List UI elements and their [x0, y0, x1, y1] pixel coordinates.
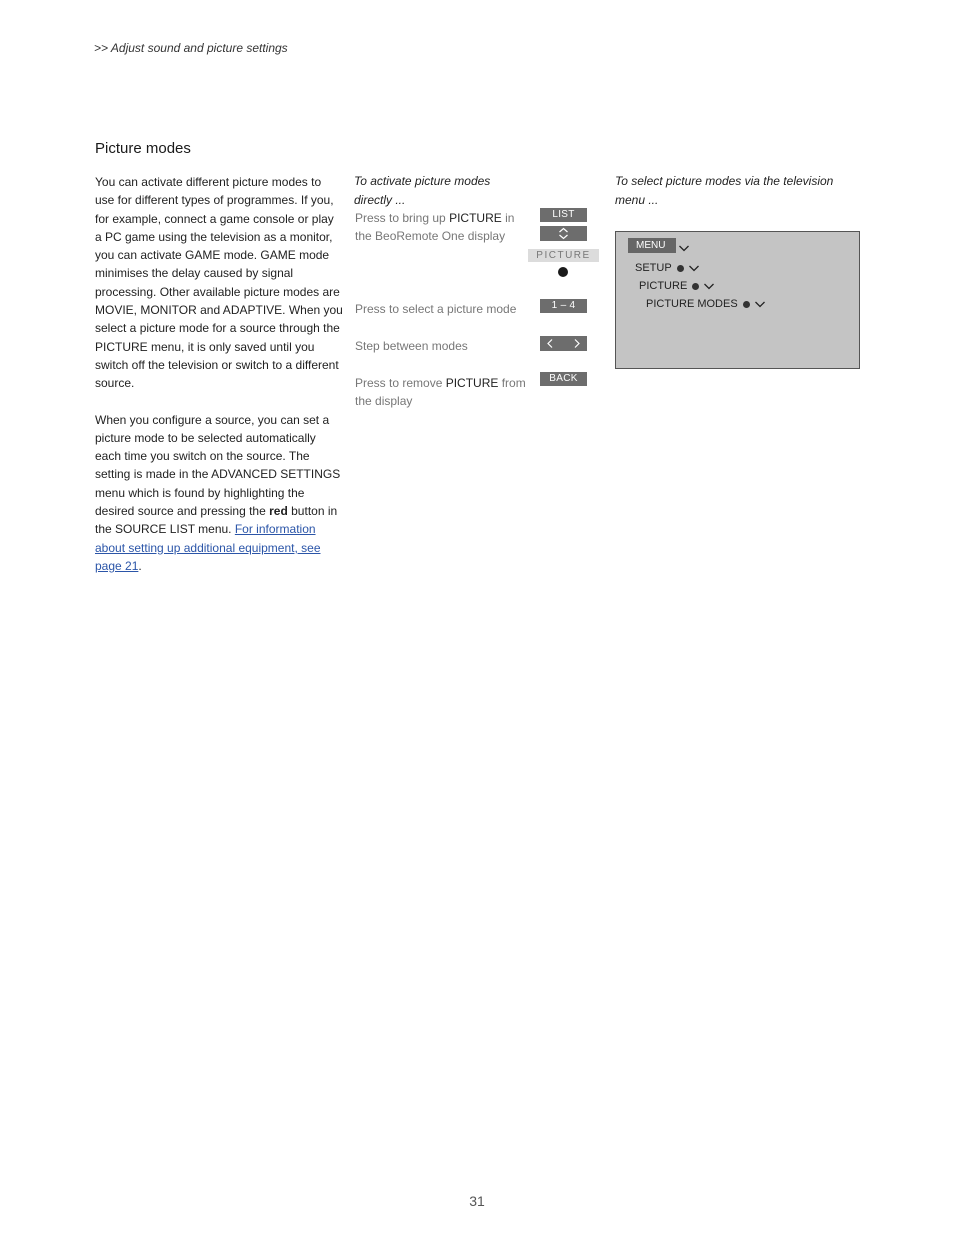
body-paragraph-2: When you configure a source, you can set a picture mode to be selected automatically each time you switch on the source. The setting is made in the ADVANCED SETTINGS menu which is found by highlighting the desired source and pressing the red button in the SOURCE LIST menu. For information about setting up additional equipment, see page 21.: [95, 412, 341, 573]
chevron-down-icon: [688, 263, 700, 273]
page-21-link[interactable]: For information about setting up additional equipment, see page 21: [95, 522, 321, 573]
tv-menu-heading: To select picture modes via the television menu ...: [615, 174, 834, 207]
breadcrumb: >> Adjust sound and picture settings: [94, 41, 288, 55]
menu-item-setup: SETUP: [635, 262, 700, 274]
red-button-text: red: [269, 504, 288, 519]
section-title: Picture modes: [95, 140, 191, 157]
page-number: 31: [469, 1193, 485, 1209]
menu-item-picture-modes: PICTURE MODES: [646, 298, 766, 310]
body-paragraph-1: You can activate different picture modes to use for different types of programmes. If you, for example, connect a game console or play a PC game using the television as a monitor, you can activate GAME mode. GAME mode minimises the delay caused by signal processing. Other available picture modes are MOVIE, MONITOR and ADAPTIVE. When you select a picture mode for a source through the PICTURE menu, it is only saved until you switch off the television or switch to a different source.: [95, 175, 343, 391]
dot-icon: [743, 301, 750, 308]
step-bring-up-picture: Press to bring up PICTURE in the BeoRemote One display: [355, 211, 515, 243]
chevron-down-icon: [754, 299, 766, 309]
chevron-down-icon: [678, 243, 690, 253]
step-select-mode: Press to select a picture mode: [355, 302, 517, 316]
step-between-modes: Step between modes: [355, 339, 468, 353]
menu-row: [628, 238, 690, 253]
picture-display-label: PICTURE: [528, 249, 599, 262]
dot-icon: [692, 283, 699, 290]
chevron-down-icon: [703, 281, 715, 291]
back-key: BACK: [540, 372, 587, 386]
body-column: [95, 173, 343, 593]
number-keys: 1 – 4: [540, 299, 587, 313]
step-remove-picture: Press to remove PICTURE from the display: [355, 376, 526, 408]
menu-item-picture: PICTURE: [639, 280, 715, 292]
up-down-chevron-icon: [540, 226, 587, 241]
menu-tag: MENU: [628, 238, 676, 253]
tv-menu-screen: [615, 231, 860, 369]
dot-icon: [677, 265, 684, 272]
direct-heading: To activate picture modes directly ...: [354, 174, 491, 207]
list-key: LIST: [540, 208, 587, 222]
center-button-icon: [558, 267, 568, 277]
left-right-arrows-icon: [540, 336, 587, 351]
